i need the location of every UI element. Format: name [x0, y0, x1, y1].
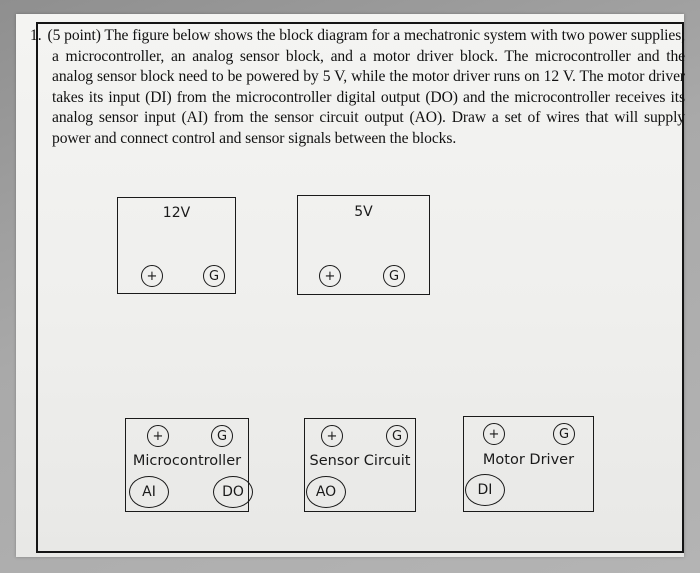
motor-driver-plus-terminal[interactable]: + — [483, 423, 505, 445]
question-text — [30, 26, 685, 149]
supply-5v-label: 5V — [354, 204, 373, 220]
microcontroller-do-port[interactable]: DO — [213, 476, 253, 508]
motor-driver-label: Motor Driver — [482, 452, 575, 468]
sensor-circuit-label: Sensor Circuit — [309, 453, 411, 469]
microcontroller-ai-port[interactable]: AI — [129, 476, 169, 508]
supply-5v-ground-terminal[interactable]: G — [383, 265, 405, 287]
microcontroller-plus-terminal[interactable]: + — [147, 425, 169, 447]
sensor-circuit-ao-port[interactable]: AO — [306, 476, 346, 508]
supply-12v-plus-terminal[interactable]: + — [141, 265, 163, 287]
microcontroller-label: Microcontroller — [132, 453, 242, 469]
motor-driver-di-port[interactable]: DI — [465, 474, 505, 506]
supply-12v-label: 12V — [162, 205, 191, 221]
question-number: 1. — [30, 27, 42, 44]
question-body: (5 point) The figure below shows the block diagram for a mechatronic system with two power supplies, a microcontroller, an analog sensor block, and a motor driver block. The microcontroller and the analog sensor block need to be powered by 5 V, while the motor driver runs on 12 V. The motor driver takes its input (DI) from the microcontroller digital output (DO) and the microcontroller receives its analog sensor input (AI) from the sensor circuit output (AO). Draw a set of wires that will supply power and connect control and sensor signals between the blocks. — [47, 27, 685, 147]
sensor-circuit-plus-terminal[interactable]: + — [321, 425, 343, 447]
supply-12v-ground-terminal[interactable]: G — [203, 265, 225, 287]
microcontroller-ground-terminal[interactable]: G — [211, 425, 233, 447]
motor-driver-ground-terminal[interactable]: G — [553, 423, 575, 445]
sensor-circuit-ground-terminal[interactable]: G — [386, 425, 408, 447]
supply-5v-plus-terminal[interactable]: + — [319, 265, 341, 287]
